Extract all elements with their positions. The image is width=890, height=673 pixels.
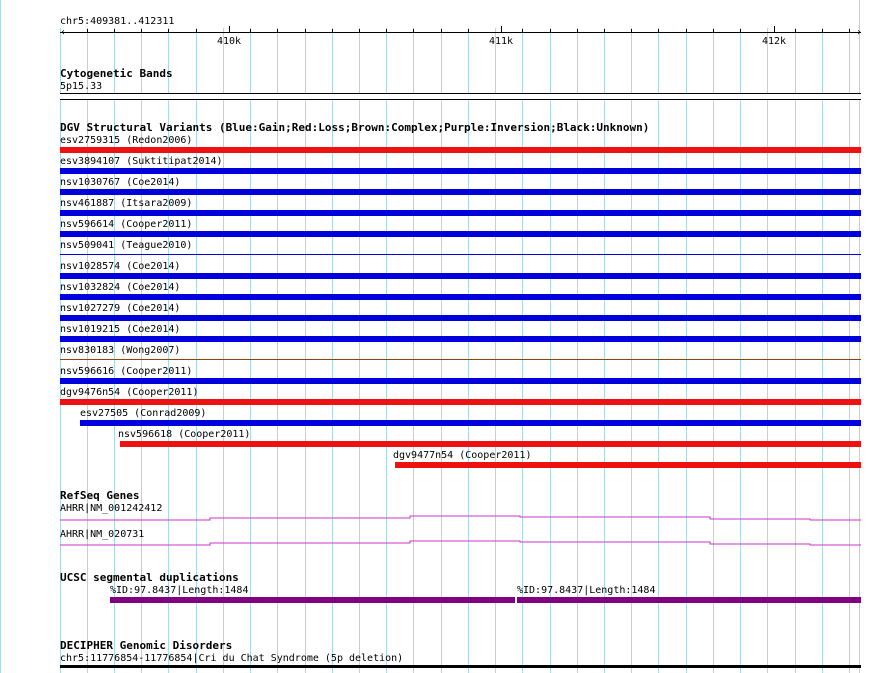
dgv-feature-label[interactable]: nsv509041 (Teague2010) [60,240,193,251]
dgv-feature-bar[interactable] [60,273,861,279]
dgv-feature-bar[interactable] [60,254,861,255]
dgv-feature-bar[interactable] [60,168,861,174]
dgv-feature-label[interactable]: nsv1028574 (Coe2014) [60,261,181,272]
dgv-feature-label[interactable]: nsv1032824 (Coe2014) [60,282,181,293]
ruler-tick-411k: 411k [489,36,514,47]
dgv-track-title: DGV Structural Variants (Blue:Gain;Red:Loss;Brown:Complex;Purple:Inversion;Black:Unknown) [60,121,650,134]
dgv-feature-label[interactable]: nsv596616 (Cooper2011) [60,366,193,377]
dgv-feature-bar[interactable] [60,231,861,237]
ruler-tick-410k: 410k [217,36,242,47]
dgv-feature-bar[interactable] [60,315,861,321]
segdup-track-title: UCSC segmental duplications [60,571,239,584]
dgv-feature-bar[interactable] [120,441,861,447]
cytogenetic-band-label[interactable]: 5p15.33 [60,81,103,92]
dgv-feature-bar[interactable] [60,189,861,195]
decipher-feature[interactable] [60,665,861,668]
ruler-line [60,32,861,33]
dgv-feature-bar[interactable] [395,462,861,468]
dgv-feature-label[interactable]: nsv596614 (Cooper2011) [60,219,193,230]
cytogenetic-bands-title: Cytogenetic Bands [60,67,173,80]
dgv-feature-bar[interactable] [60,147,861,153]
coordinate-label: chr5:409381..412311 [60,16,175,27]
dgv-feature-label[interactable]: dgv9476n54 (Cooper2011) [60,387,199,398]
refseq-gene-label[interactable]: AHRR|NM_020731 [60,529,145,540]
decipher-track-title: DECIPHER Genomic Disorders [60,639,233,652]
segdup-feature[interactable] [110,597,515,603]
cytogenetic-band-feature[interactable] [60,93,861,100]
dgv-feature-bar[interactable] [60,294,861,300]
dgv-feature-label[interactable]: nsv596618 (Cooper2011) [118,429,251,440]
dgv-feature-label[interactable]: nsv1027279 (Coe2014) [60,303,181,314]
segdup-feature[interactable] [517,597,861,603]
dgv-feature-bar[interactable] [60,359,861,360]
dgv-feature-bar[interactable] [60,210,861,216]
decipher-feature-label[interactable]: chr5:11776854-11776854|Cri du Chat Syndrome (5p deletion) [60,653,404,664]
dgv-feature-label[interactable]: dgv9477n54 (Cooper2011) [393,450,532,461]
dgv-feature-bar[interactable] [60,399,861,405]
dgv-feature-label[interactable]: esv3894107 (Suktitipat2014) [60,156,223,167]
dgv-feature-label[interactable]: nsv830183 (Wong2007) [60,345,181,356]
dgv-feature-label[interactable]: nsv1030767 (Coe2014) [60,177,181,188]
dgv-feature-bar[interactable] [60,336,861,342]
segdup-feature-label[interactable]: %ID:97.8437|Length:1484 [110,585,249,596]
ruler-right-arrow: › [856,27,863,38]
refseq-gene-label[interactable]: AHRR|NM_001242412 [60,503,163,514]
dgv-feature-label[interactable]: esv2759315 (Redon2006) [60,135,193,146]
segdup-feature-label[interactable]: %ID:97.8437|Length:1484 [517,585,656,596]
ruler-left-arrow: ‹ [60,27,67,38]
ruler-tick-412k: 412k [762,36,787,47]
dgv-feature-bar[interactable] [80,420,861,426]
refseq-track-title: RefSeq Genes [60,489,140,502]
dgv-feature-label[interactable]: esv27505 (Conrad2009) [80,408,207,419]
dgv-feature-bar[interactable] [60,378,861,384]
dgv-feature-label[interactable]: nsv461887 (Itsara2009) [60,198,193,209]
dgv-feature-label[interactable]: nsv1019215 (Coe2014) [60,324,181,335]
